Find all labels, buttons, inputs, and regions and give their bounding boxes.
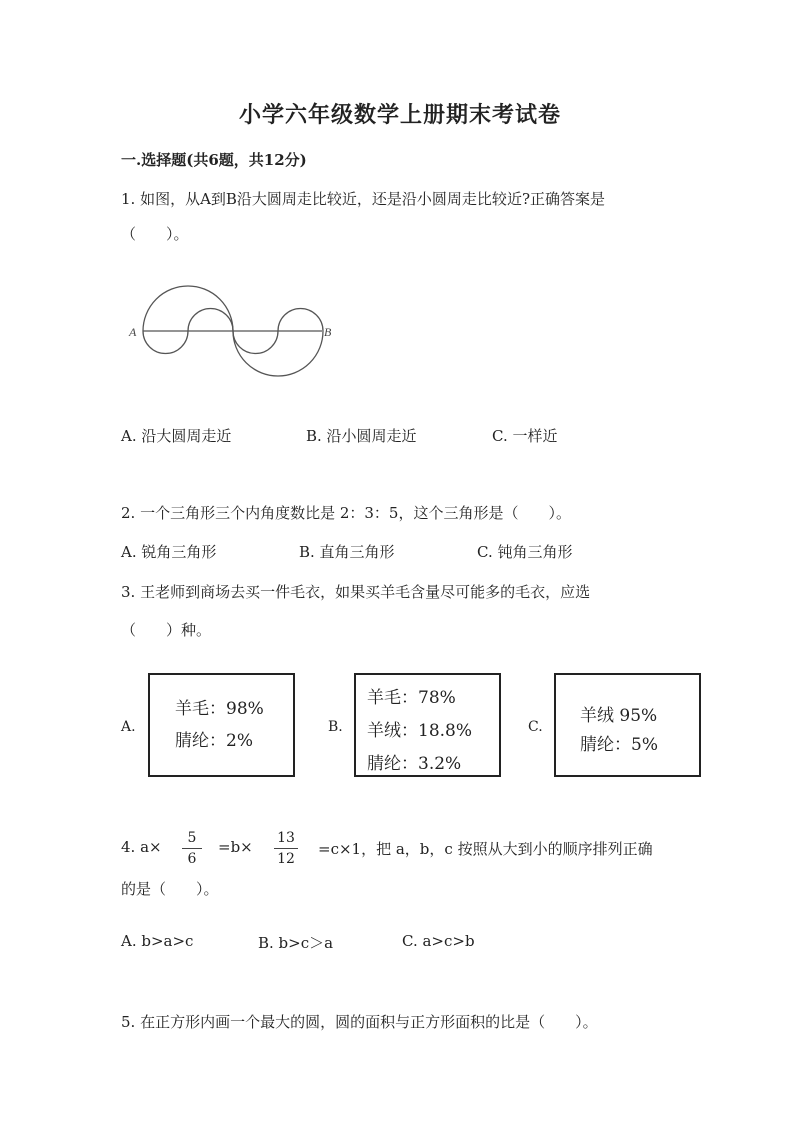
fraction-thirteen-twelfths [274,830,298,867]
q3-label-a[interactable]: A. [121,719,136,735]
q4-option-b[interactable]: B. b>c＞a [258,934,334,952]
q3-text: 3. 王老师到商场去买一件毛衣，如果买羊毛含量尽可能多的毛衣，应选 [121,583,591,601]
box-b-line-2: 羊绒：18.8% [367,721,473,741]
small-arc-3 [233,331,278,354]
q3-box-a[interactable] [148,673,295,777]
box-a-line-1: 羊毛：98% [175,699,264,719]
large-arc-bottom [233,331,323,376]
small-arc-2 [188,309,233,332]
fraction-five-sixths [182,830,202,867]
q2-option-a[interactable]: A. 锐角三角形 [121,543,217,561]
q2-option-c[interactable]: C. 钝角三角形 [477,543,573,561]
point-b-label: B [324,325,332,339]
q1-text: 1. 如图，从A到B沿大圆周走比较近，还是沿小圆周走比较近?正确答案是 [121,190,605,208]
q5-text: 5. 在正方形内画一个最大的圆，圆的面积与正方形面积的比是（ ）。 [121,1013,598,1031]
box-b-line-1: 羊毛：78% [367,688,456,708]
q4-text-part3: =c×1，把 a，b，c 按照从大到小的顺序排列正确 [318,840,653,858]
fraction-1-denominator: 6 [187,851,197,867]
fraction-1-numerator: 5 [187,830,197,846]
q4-text-part1: 4. a× [121,838,162,856]
q4-blank: 的是（ ）。 [121,880,219,898]
section-heading: 一.选择题(共6题，共12分) [121,151,307,169]
q2-option-b[interactable]: B. 直角三角形 [299,543,395,561]
q3-box-c[interactable] [554,673,701,777]
q1-option-c[interactable]: C. 一样近 [492,427,558,445]
q3-blank: （ ）种。 [121,621,212,639]
small-arc-1 [143,331,188,354]
q4-option-a[interactable]: A. b>a>c [121,932,194,950]
box-a-line-2: 腈纶：2% [175,731,253,751]
small-arc-4 [278,309,323,332]
q1-option-a[interactable]: A. 沿大圆周走近 [121,427,232,445]
q1-circle-path-figure [125,280,340,385]
q2-text: 2. 一个三角形三个内角度数比是 2：3：5，这个三角形是（ ）。 [121,504,571,522]
q3-label-b[interactable]: B. [328,719,343,735]
point-a-label: A [129,325,137,339]
large-arc-top [143,286,233,331]
q3-box-b[interactable] [354,673,501,777]
q3-label-c[interactable]: C. [528,719,543,735]
fraction-2-denominator: 12 [277,851,295,867]
q4-text-part2: =b× [218,838,253,856]
fraction-2-numerator: 13 [277,830,295,846]
box-c-line-2: 腈纶：5% [580,735,658,755]
q4-option-c[interactable]: C. a>c>b [402,932,475,950]
q1-option-b[interactable]: B. 沿小圆周走近 [306,427,417,445]
page-title: 小学六年级数学上册期末考试卷 [238,102,561,128]
q1-blank: （ ）。 [121,225,189,243]
box-b-line-3: 腈纶：3.2% [367,754,462,774]
box-c-line-1: 羊绒 95% [580,706,658,726]
